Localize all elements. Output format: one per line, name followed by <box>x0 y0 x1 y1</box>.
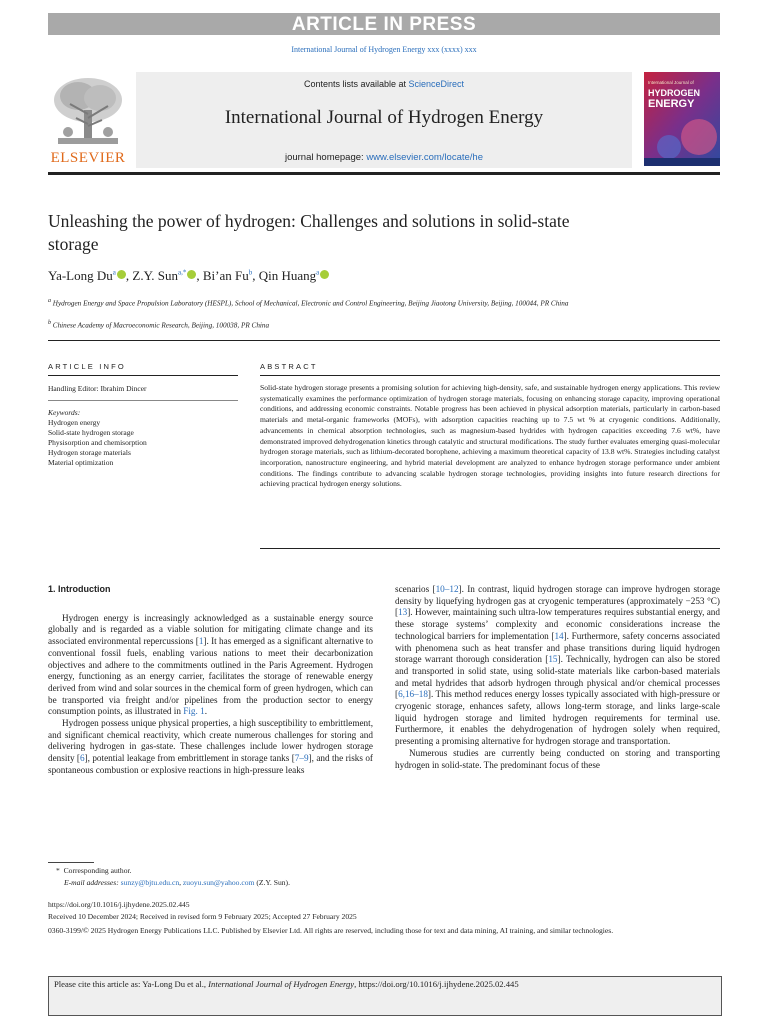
author-name[interactable]: Bi’an Fu <box>202 268 249 283</box>
author-name[interactable]: Qin Huang <box>258 268 317 283</box>
orcid-icon[interactable] <box>117 270 126 279</box>
keyword-item[interactable]: Hydrogen energy <box>48 418 101 427</box>
reference-link[interactable]: 10–12 <box>435 584 459 594</box>
cover-line-1: International Journal of <box>648 80 694 85</box>
cover-line-3: ENERGY <box>648 98 695 110</box>
text-run: Hydrogen energy is increasingly acknowledged as a sustainable energy source globally and is regarded as a viable solution for mitigating climate change and its associated environmental repercussions [ <box>48 612 373 647</box>
handling-editor: Handling Editor: Ibrahim Dincer <box>48 384 147 393</box>
paragraph <box>48 718 373 777</box>
homepage-label: journal homepage: <box>284 152 367 163</box>
text-run: ]. Furthermore, safety concerns associated with phenomena such as heat transfer and phase transitions during liquid hydrogen storage warrant thorough consideration [ <box>395 630 720 665</box>
paragraph: Numerous studies are currently being conducted on storing and transporting hydrogen in solid-state. The predominant focus of these <box>395 747 720 770</box>
reference-link[interactable]: 15 <box>548 654 558 665</box>
author-affil-sup[interactable]: a <box>112 268 116 277</box>
footnote-emails: E-mail addresses: sunzy@bjtu.edu.cn, zuoyu.sun@yahoo.com (Z.Y. Sun). <box>64 878 290 887</box>
text-run: ]. This method reduces energy losses typically associated with high-pressure or cryogenic storage, enhances safety, allows long-term storage, and links large-scale liquid hydrogen storage and limited hydrogen requirements for terminal use. Furthermore, it enables the dehydrogenation of hydrogen solely when required, presenting a promising alternative for hydrogen storage and transportation. <box>395 689 720 747</box>
copyright-notice: 0360-3199/© 2025 Hydrogen Energy Publications LLC. Published by Elsevier Ltd. All rights are reserved, including those for text and data mining, AI training, and similar technologies. <box>48 926 614 935</box>
reference-link[interactable]: 13 <box>398 607 408 618</box>
text-run: . <box>204 706 208 717</box>
abstract-bottom-rule <box>260 548 720 549</box>
journal-title: International Journal of Hydrogen Energy <box>224 107 544 128</box>
article-info-label: ARTICLE INFO <box>48 362 126 371</box>
paragraph <box>395 584 720 748</box>
keyword-item[interactable]: Hydrogen storage materials <box>48 448 131 457</box>
keyword-item[interactable]: Solid-state hydrogen storage <box>48 428 134 437</box>
affiliation-b <box>48 318 688 330</box>
doi-link[interactable]: https://doi.org/10.1016/j.ijhydene.2025.02.445 <box>48 900 190 909</box>
author-name[interactable]: Ya-Long Du <box>48 268 113 283</box>
orcid-icon[interactable] <box>320 270 329 279</box>
keywords-label: Keywords: <box>48 408 81 417</box>
text-run: ]. It has emerged as a significant alternative to conventional fossil fuels, enabling various nations to meet their decarbonization objectives and adhere to the commitments outlined in the Paris Agreement. Hydrogen energy, functioning as an energy carrier, facilitates the storage of renewable energy derived from wind and solar sources in the chemical form of green hydrogen, which can be transported via freight and/or pipelines from the production sector to energy consumption points, as illustrated in <box>48 636 374 717</box>
citation-text <box>54 979 519 989</box>
text-run: Hydrogen possess unique physical properties, a high susceptibility to embrittlement, and significant chemical reactivity, which create numerous challenges for storing and delivering hydrogen in gas-state. These challenges include lower hydrogen storage density [ <box>48 718 373 764</box>
elsevier-wordmark: ELSEVIER <box>50 150 126 166</box>
text-run: ], and the risks of spontaneous combustion or explosive reactions in high-pressure leaks <box>48 753 373 775</box>
journal-homepage-line <box>136 152 632 163</box>
reference-link[interactable]: 7–9 <box>294 753 309 764</box>
journal-citation-line[interactable]: International Journal of Hydrogen Energy xxx (xxxx) xxx <box>291 45 477 54</box>
reference-link[interactable]: 6 <box>80 753 85 764</box>
left-column <box>48 584 373 777</box>
keywords-rule <box>48 400 238 401</box>
text-run: ]. Technically, hydrogen can also be stored and transported in solid state, using solid-state materials like carbon-based materials and metal hydrides that adsorb hydrogen through physical and/or chemical processes [ <box>395 654 720 700</box>
affiliation-a <box>48 296 688 308</box>
journal-cover-image <box>644 72 720 166</box>
homepage-link[interactable]: www.elsevier.com/locate/he <box>366 152 484 163</box>
paragraph <box>48 613 373 718</box>
contents-prefix: Contents lists available at <box>303 79 409 89</box>
corresponding-text: Corresponding author. <box>63 866 132 875</box>
email-suffix: (Z.Y. Sun). <box>254 878 290 887</box>
right-column <box>395 584 720 771</box>
paper-title: Unleashing the power of hydrogen: Challenges and solutions in solid-state storage <box>48 211 570 254</box>
article-in-press-banner: ARTICLE IN PRESS <box>48 13 720 35</box>
abstract-label: ABSTRACT <box>260 362 318 371</box>
citation-journal: International Journal of Hydrogen Energy <box>208 979 355 989</box>
affiliation-text: Chinese Academy of Macroeconomic Research, Beijing, 100038, PR China <box>52 321 270 330</box>
email-link[interactable]: zuoyu.sun@yahoo.com <box>182 878 255 887</box>
citation-doi[interactable]: , https://doi.org/10.1016/j.ijhydene.2025.02.445 <box>354 979 519 989</box>
email-link[interactable]: sunzy@bjtu.edu.cn <box>120 878 180 887</box>
keyword-item[interactable]: Physisorption and chemisorption <box>48 438 147 447</box>
sciencedirect-link[interactable]: ScienceDirect <box>408 79 465 89</box>
figure-link[interactable]: Fig. 1 <box>183 706 205 717</box>
reference-link[interactable]: 6,16–18 <box>398 689 428 700</box>
reference-link[interactable]: 14 <box>554 630 564 641</box>
footnote-rule <box>48 862 94 863</box>
header-rule <box>48 172 720 175</box>
affiliation-sup: b <box>48 320 51 326</box>
author-affil-sup[interactable]: a,* <box>178 268 187 277</box>
author-affil-sup[interactable]: a <box>316 268 320 277</box>
keywords-block <box>48 408 248 468</box>
keyword-item[interactable]: Material optimization <box>48 458 114 467</box>
text-run: ]. In contrast, liquid hydrogen storage can improve hydrogen storage density by liquefying hydrogen gas at cryogenic temperatures (approximately −253 °C) [ <box>395 584 720 618</box>
abstract-rule <box>260 375 720 376</box>
text-run: ], potential leakage from embrittlement in storage tanks [ <box>84 753 295 764</box>
article-info-rule <box>48 375 238 376</box>
info-top-rule <box>48 340 720 341</box>
author-list: Ya-Long Du$^a$ , Z.Y. Sun$^{a,*}$ , Bi’an Fu$^b$, Qin Huang$^a$ <box>48 268 648 284</box>
received-dates: Received 10 December 2024; Received in revised form 9 February 2025; Accepted 27 February 2025 <box>48 912 357 921</box>
section-heading-introduction: 1. Introduction <box>48 584 111 594</box>
cover-line-2: HYDROGEN <box>648 88 701 98</box>
citation-prefix: Please cite this article as: Ya-Long Du et al., <box>54 979 209 989</box>
orcid-icon[interactable] <box>187 270 196 279</box>
footnote-corresponding: * Corresponding author. <box>56 866 132 875</box>
author-affil-sup[interactable]: b <box>248 268 253 277</box>
affiliation-sup: a <box>48 298 51 304</box>
abstract-text: Solid-state hydrogen storage presents a promising solution for achieving high-density, safe, and sustainable hydrogen energy applications. This review systematically examines the performance optimization of hydrogen storage materials, focusing on enhancing storage capacity, improving operational conditions, and addressing economic constraints. Notable progress has been achieved in physical adsorption materials, particularly in carbon-based materials and metal-organic frameworks (MOFs), with adsorption capacities reaching up to 7.5 wt % at cryogenic conditions. Additionally, advancements in chemical absorption technologies, such as magnesium-based hydrides with hydrogen capacities exceeding 7.6 wt%, have demonstrated improved dehydrogenation kinetics through catalytic and structural modifications. The study further evaluates emerging quasi-molecular hydrogen storage materials, such as lithium-decorated borophene, achieving a maximum theoretical capacity of 13.8 wt%. Strategies including catalyst incorporation, nanostructure engineering, and hybrid material development are analyzed to enhance hydrogen storage performance under ambient conditions. The findings contribute to advancing scalable hydrogen storage technologies, providing insights into future research directions for achieving practical hydrogen energy solutions. <box>260 383 720 489</box>
email-label: E-mail addresses: <box>64 878 121 887</box>
affiliation-text: Hydrogen Energy and Space Propulsion Laboratory (HESPL), School of Mechanical, Electronic and Control Engineering, Beijing Jiaotong University, Beijing, 100044, PR China <box>52 299 569 308</box>
reference-link[interactable]: 1 <box>198 636 204 647</box>
text-run: ]. However, maintaining such ultra-low temperatures requires substantial energy, and these storage systems’ complexity and economic considerations increase the technological barriers for implementation [ <box>395 607 720 641</box>
author-name[interactable]: Z.Y. Sun <box>132 268 179 283</box>
text-run: scenarios [ <box>395 584 436 594</box>
contents-available-line <box>136 79 632 89</box>
